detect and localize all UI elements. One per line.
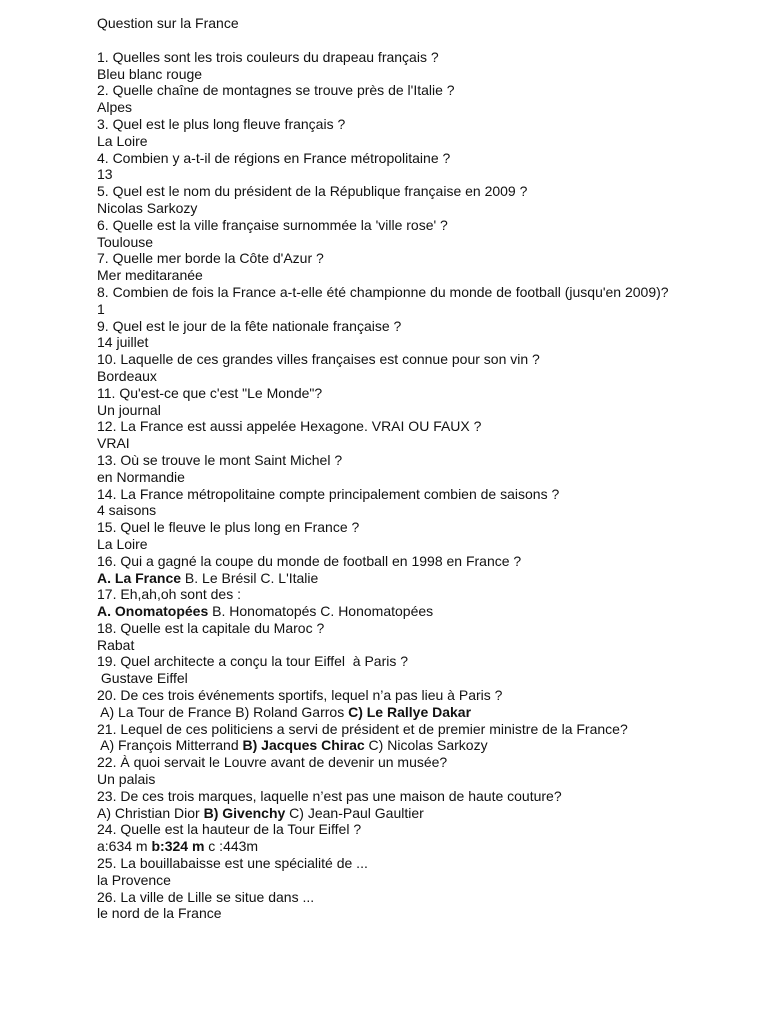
answer-23 [97, 805, 718, 822]
answer-1: Bleu blanc rouge [97, 65, 203, 82]
question-12: 12. La France est aussi appelée Hexagone. VRAI OU FAUX ? [97, 418, 482, 435]
document-title: Question sur la France [97, 15, 239, 31]
answer-choice-text: C) Jean-Paul Gaultier [285, 804, 424, 821]
answer-13: en Normandie [97, 468, 185, 485]
answer-choice-text: A) François Mitterrand [97, 737, 243, 754]
answer-11: Un journal [97, 401, 161, 418]
answer-choice-text: c :443m [204, 838, 259, 855]
answer-24 [97, 838, 718, 855]
question-18: 18. Quelle est la capitale du Maroc ? [97, 619, 325, 636]
answer-21 [97, 737, 718, 754]
answer-choice-text: A) La Tour de France B) Roland Garros [97, 703, 349, 720]
question-5: 5. Quel est le nom du président de la République française en 2009 ? [97, 183, 528, 200]
question-16: 16. Qui a gagné la coupe du monde de football en 1998 en France ? [97, 552, 522, 569]
question-10: 10. Laquelle de ces grandes villes françaises est connue pour son vin ? [97, 351, 540, 368]
document-page [97, 15, 718, 922]
question-11: 11. Qu'est-ce que c'est "Le Monde"? [97, 384, 323, 401]
question-8: 8. Combien de fois la France a-t-elle été championne du monde de football (jusqu'en 2009)? [97, 283, 669, 300]
answer-choice-text: A) Christian Dior [97, 804, 204, 821]
question-20: 20. De ces trois événements sportifs, lequel n’a pas lieu à Paris ? [97, 687, 503, 704]
question-list [97, 49, 718, 922]
question-13: 13. Où se trouve le mont Saint Michel ? [97, 451, 343, 468]
question-4: 4. Combien y a-t-il de régions en France métropolitaine ? [97, 149, 451, 166]
question-15: 15. Quel le fleuve le plus long en France ? [97, 519, 360, 536]
answer-19: Gustave Eiffel [97, 670, 188, 687]
answer-20 [97, 704, 718, 721]
answer-18: Rabat [97, 636, 135, 653]
answer-choice-text: B. Honomatopés C. Honomatopées [208, 603, 434, 620]
question-23: 23. De ces trois marques, laquelle n’est pas une maison de haute couture? [97, 787, 562, 804]
answer-22: Un palais [97, 771, 156, 788]
answer-7: Mer meditaranée [97, 267, 203, 284]
answer-2: Alpes [97, 99, 133, 116]
answer-8: 1 [97, 300, 105, 317]
question-6: 6. Quelle est la ville française surnommée la 'ville rose' ? [97, 216, 448, 233]
answer-15: La Loire [97, 535, 148, 552]
answer-17 [97, 603, 718, 620]
answer-correct-choice: A. La France [97, 569, 182, 586]
question-24: 24. Quelle est la hauteur de la Tour Eiffel ? [97, 821, 362, 838]
question-2: 2. Quelle chaîne de montagnes se trouve près de l'Italie ? [97, 82, 455, 99]
answer-correct-choice: C) Le Rallye Dakar [348, 703, 472, 720]
answer-25: la Provence [97, 871, 171, 888]
question-17: 17. Eh,ah,oh sont des : [97, 586, 241, 603]
answer-choice-text: B. Le Brésil C. L'Italie [181, 569, 319, 586]
answer-correct-choice: B) Givenchy [203, 804, 286, 821]
question-26: 26. La ville de Lille se situe dans ... [97, 888, 315, 905]
answer-14: 4 saisons [97, 502, 157, 519]
question-9: 9. Quel est le jour de la fête nationale française ? [97, 317, 402, 334]
answer-choice-text: C) Nicolas Sarkozy [364, 737, 488, 754]
question-3: 3. Quel est le plus long fleuve français ? [97, 115, 346, 132]
answer-10: Bordeaux [97, 367, 157, 384]
question-1: 1. Quelles sont les trois couleurs du drapeau français ? [97, 48, 439, 65]
question-19: 19. Quel architecte a conçu la tour Eiffel à Paris ? [97, 653, 409, 670]
answer-6: Toulouse [97, 233, 154, 250]
answer-5: Nicolas Sarkozy [97, 199, 198, 216]
answer-16 [97, 570, 718, 587]
question-22: 22. À quoi servait le Louvre avant de devenir un musée? [97, 754, 448, 771]
answer-26: le nord de la France [97, 905, 222, 922]
answer-4: 13 [97, 166, 113, 183]
answer-12: VRAI [97, 435, 130, 452]
answer-correct-choice: b:324 m [151, 838, 205, 855]
question-14: 14. La France métropolitaine compte principalement combien de saisons ? [97, 485, 560, 502]
answer-3: La Loire [97, 132, 148, 149]
question-7: 7. Quelle mer borde la Côte d'Azur ? [97, 250, 324, 267]
question-25: 25. La bouillabaisse est une spécialité de ... [97, 855, 368, 872]
answer-correct-choice: A. Onomatopées [97, 603, 209, 620]
answer-choice-text: a:634 m [97, 838, 152, 855]
answer-correct-choice: B) Jacques Chirac [242, 737, 365, 754]
answer-9: 14 juillet [97, 334, 149, 351]
question-21: 21. Lequel de ces politiciens a servi de président et de premier ministre de la France? [97, 720, 628, 737]
